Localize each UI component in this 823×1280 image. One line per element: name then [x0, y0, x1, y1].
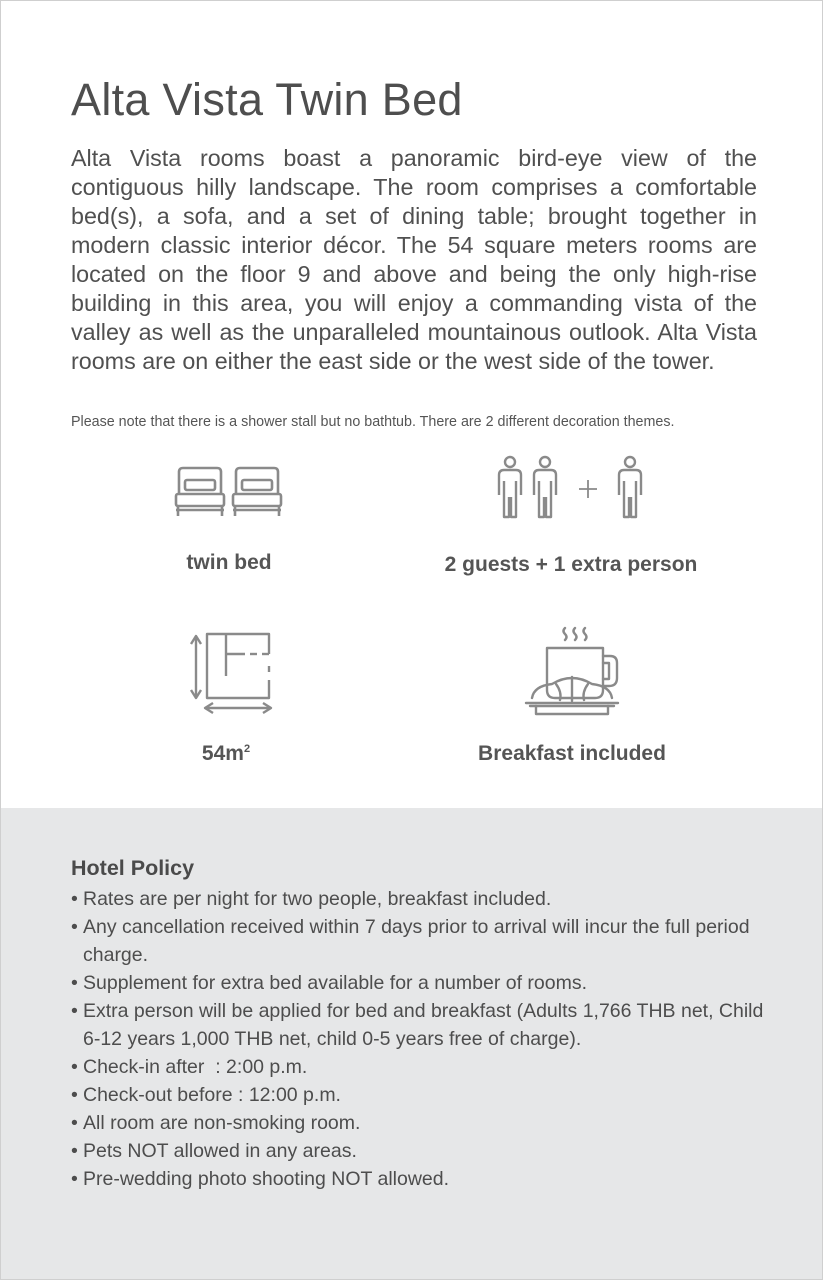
feature-room-size: [187, 630, 273, 716]
feature-breakfast: [522, 622, 622, 720]
hotel-policy-title: Hotel Policy: [71, 856, 195, 880]
policy-item: • Pre-wedding photo shooting NOT allowed.: [71, 1165, 771, 1193]
room-note: Please note that there is a shower stall but no bathtub. There are 2 different decoration themes.: [71, 414, 675, 430]
policy-item: • Supplement for extra bed available for a number of rooms.: [71, 969, 771, 997]
guests-icon: [492, 453, 646, 521]
room-description: Alta Vista rooms boast a panoramic bird-eye view of the contiguous hilly landscape. The room comprises a comfortable bed(s), a sofa, and a set of dining table; brought together in modern classic interior décor. The 54 square meters rooms are located on the floor 9 and above and being the only high-rise building in this area, you will enjoy a commanding vista of the valley as well as the unparalleled mountainous outlook. Alta Vista rooms are on either the east side or the west side of the tower.: [71, 145, 757, 374]
twin-bed-label: twin bed: [186, 551, 272, 574]
policy-item: • Check-in after : 2:00 p.m.: [71, 1053, 771, 1081]
policy-item: • Any cancellation received within 7 days prior to arrival will incur the full period charge.: [71, 913, 771, 969]
feature-twin-bed: [172, 464, 286, 520]
policy-item: • Pets NOT allowed in any areas.: [71, 1137, 771, 1165]
room-title: Alta Vista Twin Bed: [71, 74, 463, 125]
policy-item: • Extra person will be applied for bed and breakfast (Adults 1,766 THB net, Child 6-12 years 1,000 THB net, child 0-5 years free of charge).: [71, 997, 771, 1053]
policy-item: • Rates are per night for two people, breakfast included.: [71, 885, 771, 913]
breakfast-label: Breakfast included: [478, 742, 666, 765]
room-size-value: 54m: [201, 742, 244, 765]
twin-bed-icon: [172, 464, 286, 520]
policy-item: • All room are non-smoking room.: [71, 1109, 771, 1137]
hotel-policy-list: [71, 885, 771, 1193]
guests-label: 2 guests + 1 extra person: [444, 553, 698, 576]
policy-item: • Check-out before : 12:00 p.m.: [71, 1081, 771, 1109]
hotel-policy-section: [0, 808, 823, 1280]
breakfast-icon: [522, 622, 622, 720]
room-size-unit-superscript: 2: [243, 743, 251, 755]
floor-plan-icon: [187, 630, 273, 716]
room-size-label: [202, 742, 250, 766]
feature-guests: [492, 453, 646, 521]
